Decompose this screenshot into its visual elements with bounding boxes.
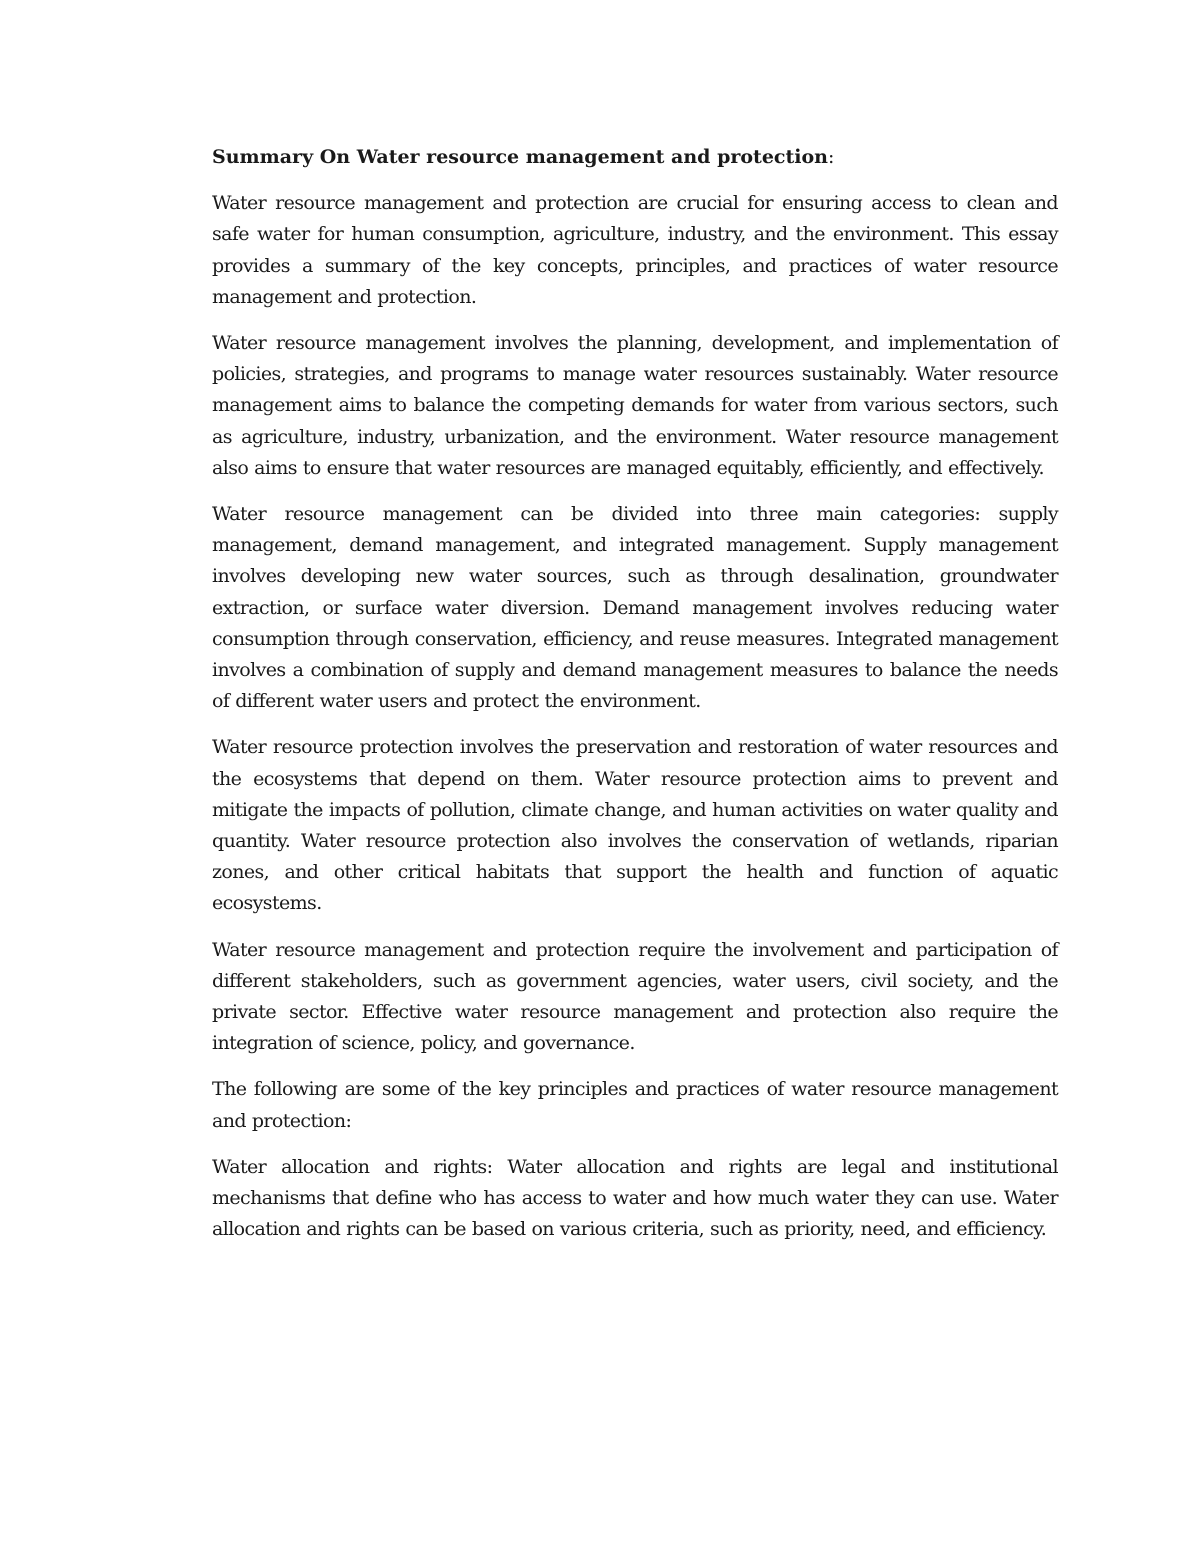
paragraph-stakeholders: Water resource management and protection require the involvement and participation of different stakeholders, such as government agencies, water users, civil society, and the private sector. Effective water resource management and protection also require the integration of science, policy, and governance. [212, 938, 1058, 1055]
document-title-text: Summary On Water resource management and protection [212, 146, 828, 168]
paragraph-protection: Water resource protection involves the preservation and restoration of water resources and the ecosystems that depend on them. Water resource protection aims to prevent and mitigate the impacts of pollution, climate change, and human activities on water quality and quantity. Water resource protection also involves the conservation of wetlands, riparian zones, and other critical habitats that support the health and function of aquatic ecosystems. [212, 736, 1058, 915]
document-title-colon: : [827, 146, 835, 168]
paragraph-management-definition: Water resource management involves the planning, development, and implementation of policies, strategies, and programs to manage water resources sustainably. Water resource management aims to balance the competing demands for water from various sectors, such as agriculture, industry, urbanization, and the environment. Water resource management also aims to ensure that water resources are managed equitably, efficiently, and effectively. [212, 332, 1058, 479]
paragraph-intro: Water resource management and protection are crucial for ensuring access to clean and safe water for human consumption, agriculture, industry, and the environment. This essay provides a summary of the key concepts, principles, and practices of water resource management and protection. [212, 192, 1058, 308]
paragraph-water-allocation: Water allocation and rights: Water allocation and rights are legal and institutional mechanisms that define who has access to water and how much water they can use. Water allocation and rights can be based on various criteria, such as priority, need, and efficiency. [212, 1155, 1058, 1241]
document-title [212, 142, 1058, 173]
document-body [212, 142, 1058, 1261]
paragraph-principles-intro: The following are some of the key principles and practices of water resource management and protection: [212, 1078, 1058, 1132]
paragraph-management-categories: Water resource management can be divided into three main categories: supply management, demand management, and integrated management. Supply management involves developing new water sources, such as through desalination, groundwater extraction, or surface water diversion. Demand management involves reducing water consumption through conservation, efficiency, and reuse measures. Integrated management involves a combination of supply and demand management measures to balance the needs of different water users and protect the environment. [212, 503, 1058, 713]
